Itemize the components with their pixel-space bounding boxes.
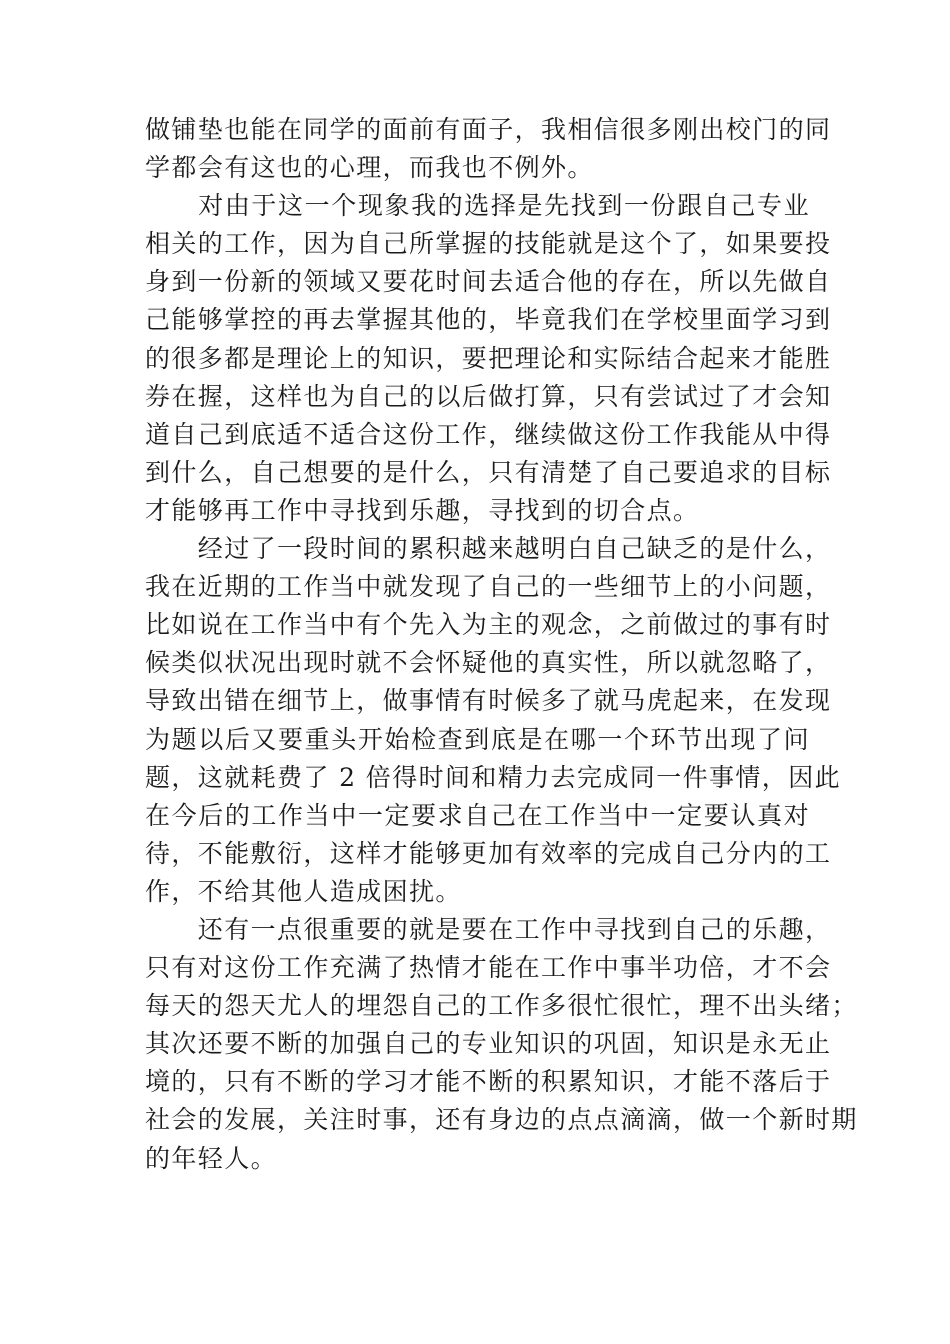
text-line: 待，不能敷衍，这样才能够更加有效率的完成自己分内的工 <box>145 838 832 868</box>
text-line: 在今后的工作当中一定要求自己在工作当中一定要认真对 <box>145 800 810 830</box>
text-line: 题，这就耗费了 2 倍得时间和精力去完成同一件事情，因此 <box>145 762 842 792</box>
text-line: 经过了一段时间的累积越来越明白自己缺乏的是什么， <box>145 534 832 564</box>
text-line: 比如说在工作当中有个先入为主的观念，之前做过的事有时 <box>145 610 832 640</box>
text-line: 的很多都是理论上的知识，要把理论和实际结合起来才能胜 <box>145 343 832 373</box>
text-line: 我在近期的工作当中就发现了自己的一些细节上的小问题， <box>145 572 832 602</box>
text-line: 导致出错在细节上，做事情有时候多了就马虎起来，在发现 <box>145 686 832 716</box>
text-line: 到什么，自己想要的是什么，只有清楚了自己要追求的目标 <box>145 457 832 487</box>
text-line: 学都会有这也的心理，而我也不例外。 <box>145 153 594 183</box>
text-line: 的年轻人。 <box>145 1143 278 1173</box>
text-line: 才能够再工作中寻找到乐趣，寻找到的切合点。 <box>145 495 700 525</box>
text-line: 为题以后又要重头开始检查到底是在哪一个环节出现了问 <box>145 724 810 754</box>
text-line: 境的，只有不断的学习才能不断的积累知识，才能不落后于 <box>145 1067 832 1097</box>
text-line: 相关的工作，因为自己所掌握的技能就是这个了，如果要投 <box>145 229 832 259</box>
text-line: 作，不给其他人造成困扰。 <box>145 876 462 906</box>
text-line: 还有一点很重要的就是要在工作中寻找到自己的乐趣， <box>145 914 832 944</box>
text-line: 只有对这份工作充满了热情才能在工作中事半功倍，才不会 <box>145 953 832 983</box>
text-line: 己能够掌控的再去掌握其他的，毕竟我们在学校里面学习到 <box>145 305 832 335</box>
text-line: 每天的怨天尤人的埋怨自己的工作多很忙很忙，理不出头绪； <box>145 991 858 1021</box>
text-line: 候类似状况出现时就不会怀疑他的真实性，所以就忽略了， <box>145 648 832 678</box>
text-line: 身到一份新的领域又要花时间去适合他的存在，所以先做自 <box>145 267 832 297</box>
text-line: 社会的发展，关注时事，还有身边的点点滴滴，做一个新时期 <box>145 1105 858 1135</box>
text-line: 道自己到底适不适合这份工作，继续做这份工作我能从中得 <box>145 419 832 449</box>
text-line: 对由于这一个现象我的选择是先找到一份跟自己专业 <box>145 191 810 221</box>
body-text <box>145 111 858 1178</box>
text-line: 券在握，这样也为自己的以后做打算，只有尝试过了才会知 <box>145 381 832 411</box>
text-line: 其次还要不断的加强自己的专业知识的巩固，知识是永无止 <box>145 1029 832 1059</box>
text-line: 做铺垫也能在同学的面前有面子，我相信很多刚出校门的同 <box>145 115 832 144</box>
